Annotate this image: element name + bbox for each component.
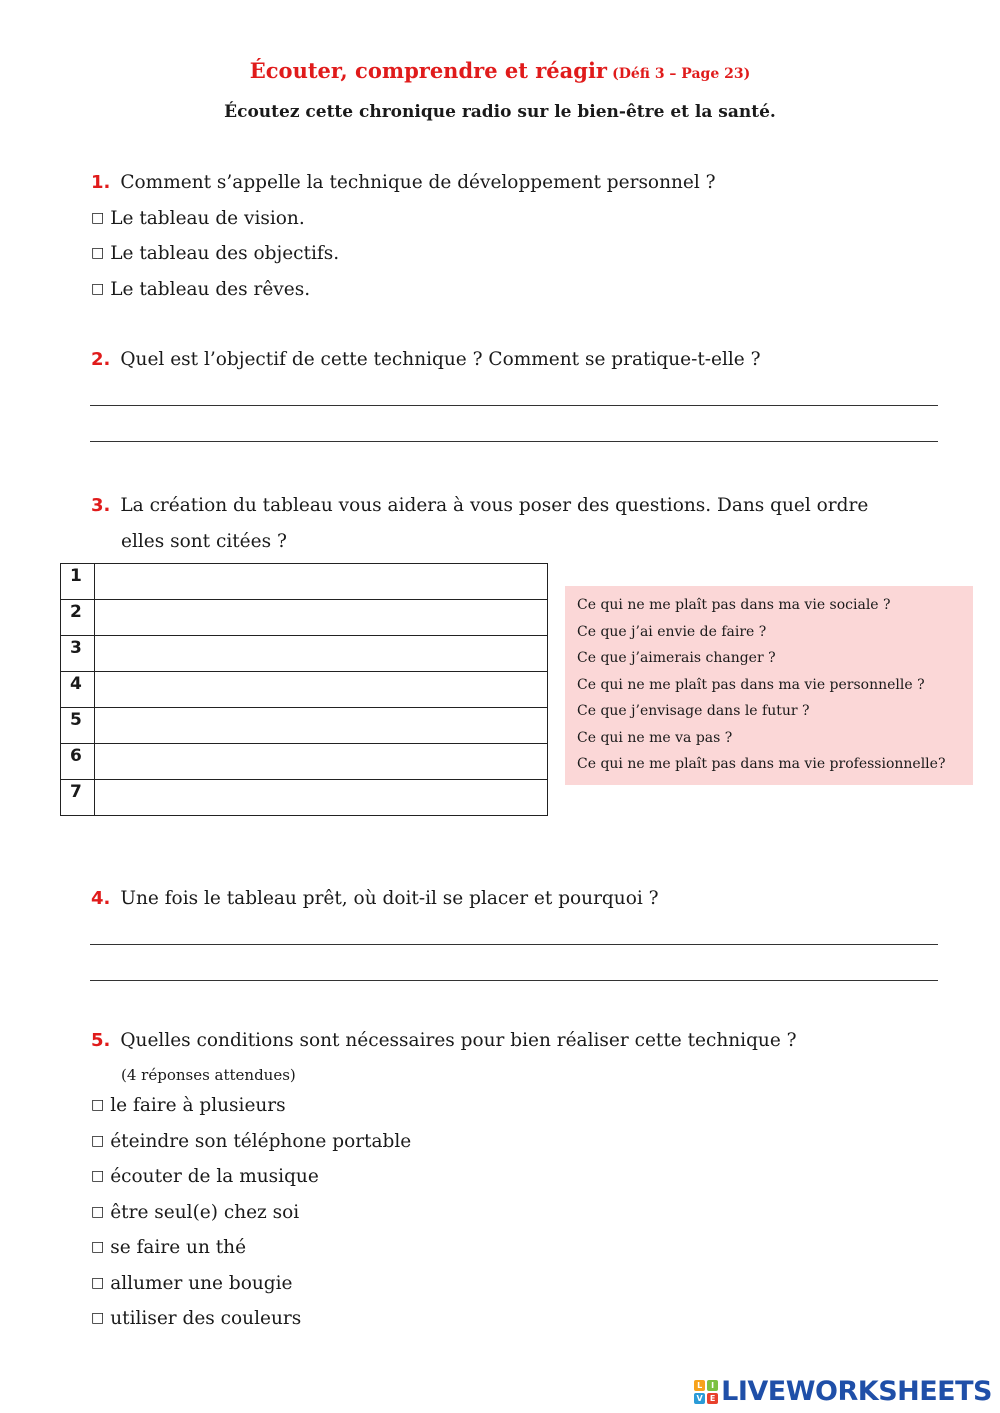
title-reference: (Défi 3 – Page 23) [612, 66, 751, 82]
list-item: Ce qui ne me plaît pas dans ma vie sociale ? [577, 597, 891, 613]
answer-cell[interactable] [95, 564, 548, 600]
q5-option-6[interactable] [91, 1273, 293, 1294]
question-1 [91, 172, 716, 193]
logo-letter: V [694, 1393, 705, 1404]
q1-option-2[interactable] [91, 243, 339, 264]
list-item: Ce qui ne me plaît pas dans ma vie professionnelle? [577, 756, 946, 772]
q2-answer-line-2[interactable] [90, 441, 938, 442]
list-item: Ce que j’envisage dans le futur ? [577, 703, 810, 719]
checkbox-icon[interactable]: □ [91, 1168, 105, 1184]
q1-option-3[interactable] [91, 279, 310, 300]
answer-cell[interactable] [95, 600, 548, 636]
logo-letter: E [707, 1393, 718, 1404]
question-number: 4. [91, 888, 111, 909]
checkbox-icon[interactable]: □ [91, 1239, 105, 1255]
order-table [60, 563, 548, 816]
table-row [61, 672, 548, 708]
row-number: 1 [61, 564, 95, 600]
row-number: 3 [61, 636, 95, 672]
question-text: Comment s’appelle la technique de développement personnel ? [120, 172, 716, 193]
logo-text: LIVEWORKSHEETS [721, 1376, 992, 1407]
table-row [61, 636, 548, 672]
checkbox-icon[interactable]: □ [91, 281, 105, 297]
checkbox-icon[interactable]: □ [91, 210, 105, 226]
title-main: Écouter, comprendre et réagir [249, 58, 607, 83]
table-row [61, 564, 548, 600]
table-row [61, 780, 548, 816]
option-label: éteindre son téléphone portable [110, 1131, 412, 1152]
answer-count-note: (4 réponses attendues) [121, 1066, 296, 1084]
question-2 [91, 349, 761, 370]
logo-mark-icon [694, 1380, 718, 1404]
question-4 [91, 888, 659, 909]
question-text: Une fois le tableau prêt, où doit-il se placer et pourquoi ? [120, 888, 659, 909]
table-row [61, 744, 548, 780]
list-item: Ce qui ne me plaît pas dans ma vie personnelle ? [577, 676, 925, 693]
checkbox-icon[interactable]: □ [91, 245, 105, 261]
logo-letter: I [707, 1380, 718, 1391]
row-number: 7 [61, 780, 95, 816]
page-title [0, 58, 1000, 83]
question-text: Quel est l’objectif de cette technique ? Comment se pratique-t-elle ? [120, 349, 761, 370]
option-label: Le tableau de vision. [110, 208, 305, 229]
checkbox-icon[interactable]: □ [91, 1275, 105, 1291]
answer-cell[interactable] [95, 780, 548, 816]
option-label: être seul(e) chez soi [110, 1202, 300, 1223]
q1-option-1[interactable] [91, 208, 305, 229]
question-number: 1. [91, 172, 111, 193]
answer-cell[interactable] [95, 636, 548, 672]
answer-cell[interactable] [95, 708, 548, 744]
question-3 [91, 488, 939, 560]
option-label: le faire à plusieurs [110, 1095, 286, 1116]
option-label: utiliser des couleurs [110, 1308, 302, 1329]
question-choices-box [565, 586, 973, 785]
option-label: Le tableau des rêves. [110, 279, 311, 300]
q5-option-2[interactable] [91, 1131, 411, 1152]
q2-answer-line-1[interactable] [90, 405, 938, 406]
option-label: allumer une bougie [110, 1273, 293, 1294]
checkbox-icon[interactable]: □ [91, 1310, 105, 1326]
question-number: 3. [91, 495, 111, 516]
question-text: Quelles conditions sont nécessaires pour bien réaliser cette technique ? [120, 1030, 797, 1051]
question-number: 2. [91, 349, 111, 370]
option-label: écouter de la musique [110, 1166, 319, 1187]
question-5 [91, 1030, 797, 1051]
question-text-line-1: La création du tableau vous aidera à vous poser des questions. Dans quel ordre [120, 495, 869, 516]
table-row [61, 708, 548, 744]
row-number: 6 [61, 744, 95, 780]
row-number: 5 [61, 708, 95, 744]
answer-cell[interactable] [95, 744, 548, 780]
row-number: 2 [61, 600, 95, 636]
list-item: Ce que j’aimerais changer ? [577, 650, 776, 666]
q5-option-1[interactable] [91, 1095, 286, 1116]
row-number: 4 [61, 672, 95, 708]
q5-option-4[interactable] [91, 1202, 299, 1223]
table-row [61, 600, 548, 636]
list-item: Ce qui ne me va pas ? [577, 729, 733, 746]
q4-answer-line-2[interactable] [90, 980, 938, 981]
list-item: Ce que j’ai envie de faire ? [577, 623, 767, 640]
q5-option-5[interactable] [91, 1237, 246, 1258]
checkbox-icon[interactable]: □ [91, 1133, 105, 1149]
checkbox-icon[interactable]: □ [91, 1097, 105, 1113]
question-text-line-2: elles sont citées ? [121, 531, 287, 552]
liveworksheets-logo [694, 1376, 992, 1407]
checkbox-icon[interactable]: □ [91, 1204, 105, 1220]
q5-option-3[interactable] [91, 1166, 319, 1187]
page-subtitle: Écoutez cette chronique radio sur le bien-être et la santé. [224, 102, 776, 122]
option-label: se faire un thé [110, 1237, 247, 1258]
option-label: Le tableau des objectifs. [110, 243, 340, 264]
q4-answer-line-1[interactable] [90, 944, 938, 945]
question-number: 5. [91, 1030, 111, 1051]
answer-cell[interactable] [95, 672, 548, 708]
logo-letter: L [694, 1380, 705, 1391]
q5-option-7[interactable] [91, 1308, 301, 1329]
